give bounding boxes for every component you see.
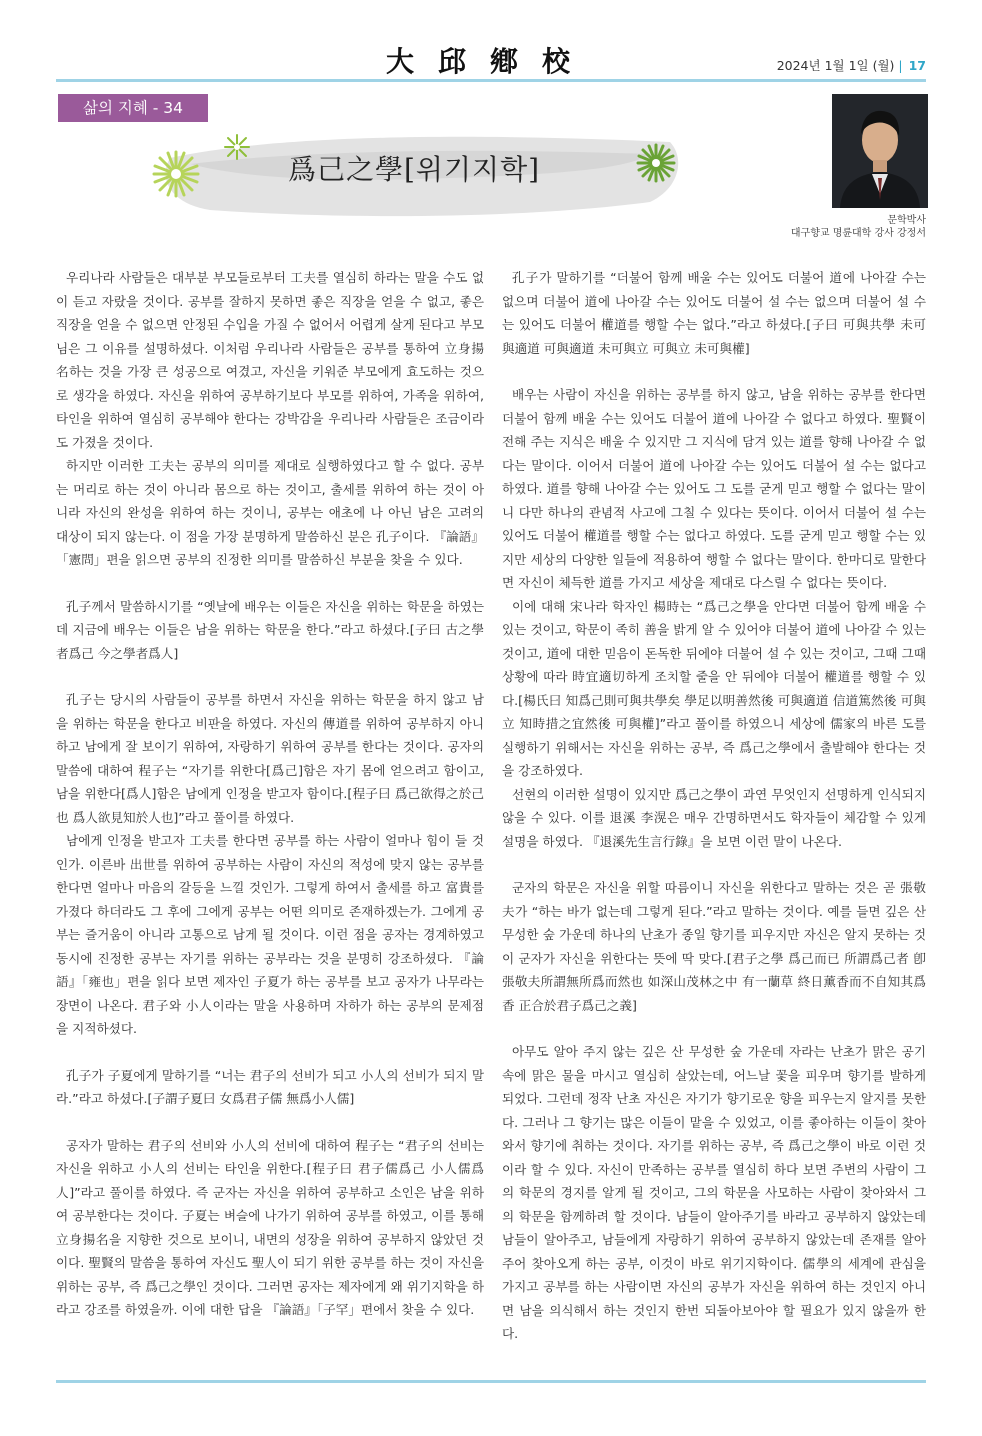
- paragraph: 孔子께서 말씀하시기를 “옛날에 배우는 이들은 자신을 위하는 학문을 하였는데 지금에 배우는 이들은 남을 위하는 학문을 한다.”라고 하셨다.[子曰 古之學者爲己 今之學者爲人]: [56, 598, 484, 661]
- paragraph: 孔子는 당시의 사람들이 공부를 하면서 자신을 위하는 학문을 하지 않고 남을 위하는 학문을 한다고 비판을 하였다. 자신의 傳道를 위하여 공부하지 아니하고 남에게 잘 보이기 위하여, 자랑하기 위하여 공부를 한다는 것이다. 공자의 말씀에 대하여 程子는 “자기를 위한다[爲己]함은 자기 몸에 얻으려고 함이고, 남을 위한다[爲人]함은 남에게 인정을 받고자 함이다.[程子曰 爲己欲得之於己也 爲人欲見知於人也]”라고 풀이를 하였다.: [56, 692, 484, 825]
- paragraph: 공자가 말하는 君子의 선비와 小人의 선비에 대하여 程子는 “君子의 선비는 자신을 위하고 小人의 선비는 타인을 위한다.[程子曰 君子儒爲己 小人儒爲人]”라고 풀이를 하였다. 즉 군자는 자신을 위하여 공부하고 소인은 남을 위하여 공부한다는 것이다. 子夏는 벼슬에 나가기 위하여 공부를 하였고, 이를 통해 立身揚名을 지향한 것으로 보이니, 내면의 성장을 위하여 공부하지 않았던 것이다. 聖賢의 말씀을 통하여 자신도 聖人이 되기 위한 공부를 하는 것이 자신을 위하는 공부, 즉 爲己之學인 것이다. 그러면 공자는 제자에게 왜 위기지학을 하라고 강조를 하였을까. 이에 대한 답을 『論語』「子罕」편에서 찾을 수 있다.: [56, 1137, 484, 1317]
- author-affiliation: 대구향교 명륜대학 강사 강정서: [790, 228, 926, 239]
- paragraph: 孔子가 子夏에게 말하기를 “너는 君子의 선비가 되고 小人의 선비가 되지 말라.”라고 하셨다.[子謂子夏曰 女爲君子儒 無爲小人儒]: [56, 1067, 484, 1106]
- footer-rule: [56, 1380, 926, 1383]
- paragraph: 군자의 학문은 자신을 위할 따름이니 자신을 위한다고 말하는 것은 곧 張敬夫가 “하는 바가 없는데 그렇게 된다.”라고 말하는 것이다. 예를 들면 깊은 산 무성한 숲 가운데 하나의 난초가 종일 향기를 피우지만 자신은 알지 못하는 것이 군자가 자신을 위한다는 뜻에 딱 맞다.[君子之學 爲己而已 所謂爲己者 卽張敬夫所謂無所爲而然也 如深山茂林之中 有一蘭草 終日薰香而不自知其爲香 正合於君子爲己之義]: [502, 880, 926, 1013]
- paragraph: 우리나라 사람들은 대부분 부모들로부터 工夫를 열심히 하라는 말을 수도 없이 듣고 자랐을 것이다. 공부를 잘하지 못하면 좋은 직장을 얻을 수 없고, 좋은 직장을 얻을 수 없으면 안정된 수입을 가질 수 없어서 어렵게 살게 된다고 부모님은 그 이유를 설명하셨다. 이처럼 우리나라 사람들은 공부를 통하여 立身揚名하는 것을 가장 큰 성공으로 여겼고, 자신을 키워준 부모에게 효도하는 것으로 생각을 하였다. 자신을 위하여 공부하기보다 부모를 위하여, 가족을 위하여, 타인을 위하여 열심히 공부해야 한다는 강박감을 우리나라 사람들은 조금이라도 가졌을 것이다.: [56, 270, 484, 450]
- paragraph: 하지만 이러한 工夫는 공부의 의미를 제대로 실행하였다고 할 수 없다. 공부는 머리로 하는 것이 아니라 몸으로 하는 것이고, 출세를 위하여 하는 것이 아니라 자신의 완성을 위하여 하는 것이니, 공부는 애초에 나 아닌 남은 고려의 대상이 되지 않는다. 이 점을 가장 분명하게 말씀하신 분은 孔子이다. 『論語』「憲問」편을 읽으면 공부의 진정한 의미를 말씀하신 부분을 찾을 수 있다.: [56, 458, 484, 567]
- paragraph: 아무도 알아 주지 않는 깊은 산 무성한 숲 가운데 자라는 난초가 맑은 공기 속에 맑은 물을 마시고 열심히 살았는데, 어느날 꽃을 피우며 향기를 발하게 되었다. 그런데 정작 난초 자신은 자기가 향기로운 향을 피우는지 알지를 못한다. 그러나 그 향기는 많은 이들이 맡을 수 있었고, 이를 좋아하는 이들이 찾아와서 향기에 취하는 것이다. 자기를 위하는 공부, 즉 爲己之學이 바로 이런 것이라 할 수 있다. 자신이 만족하는 공부를 열심히 하다 보면 주변의 사람이 그의 학문의 경지를 알게 될 것이고, 그의 학문을 사모하는 사람이 찾아와서 그의 학문을 함께하려 할 것이다. 남들이 알아주기를 바라고 공부하지 않았는데 남들이 알아주고, 남들에게 자랑하기 위하여 공부하지 않았는데 존재를 알아주어 찾아오게 하는 공부, 이것이 바로 위기지학이다. 儒學의 세계에 관심을 가지고 공부를 하는 사람이면 자신의 공부가 자신을 위하여 하는 것인지 아니면 남을 의식해서 하는 것인지 한번 되돌아보아야 할 필요가 있지 않을까 한다.: [502, 1044, 926, 1341]
- author-degree: 문학박사: [887, 215, 926, 226]
- header-rule: [56, 79, 926, 82]
- column-label: 삶의 지혜 - 34: [58, 94, 208, 122]
- page-number: 17: [908, 58, 926, 73]
- newspaper-masthead: 大邱鄕校: [385, 45, 594, 78]
- paragraph: 남에게 인정을 받고자 工夫를 한다면 공부를 하는 사람이 얼마나 힘이 들 것인가. 이른바 出世를 위하여 공부하는 사람이 자신의 적성에 맞지 않는 공부를 한다면 얼마나 마음의 갈등을 느낄 것인가. 그렇게 하여서 출세를 하고 富貴를 가졌다 하더라도 그 후에 그에게 공부는 어떤 의미로 존재하겠는가. 그에게 공부는 즐거움이 아니라 고통으로 남게 될 것이다. 이런 점을 공자는 경계하였고 동시에 진정한 공부는 자기를 위하는 공부라는 것을 분명히 강조하셨다. 『論語』「雍也」편을 읽다 보면 제자인 子夏가 하는 공부를 보고 공자가 나무라는 장면이 나온다. 君子와 小人이라는 말을 사용하며 자하가 하는 공부의 문제점을 지적하셨다.: [56, 833, 484, 1036]
- paragraph: 배우는 사람이 자신을 위하는 공부를 하지 않고, 남을 위하는 공부를 한다면 더불어 함께 배울 수는 있어도 더불어 道에 나아갈 수 없다고 하였다. 聖賢이 전해 주는 지식은 배울 수 있지만 그 지식에 담겨 있는 道를 향해 나아갈 수 없다는 말이다. 이어서 더불어 道에 나아갈 수는 있어도 더불어 설 수는 없다고 하였다. 道를 향해 나아갈 수는 있어도 그 도를 굳게 믿고 행할 수 없다는 말이니 다만 하나의 관념적 사고에 그칠 수 있다는 뜻이다. 이어서 더불어 설 수는 있어도 더불어 權道를 행할 수는 없다고 하였다. 도를 굳게 믿고 행할 수는 있지만 세상의 다양한 일들에 적용하여 행할 수 없다는 말이다. 한마디로 말한다면 자신이 체득한 道를 가지고 세상을 제대로 다스릴 수 없다는 뜻이다.: [502, 387, 926, 590]
- flower-icon: [636, 143, 676, 183]
- flower-icon: [152, 150, 200, 198]
- issue-date: 2024년 1월 1일 (월): [776, 58, 895, 73]
- issue-dateline: [777, 56, 926, 74]
- paragraph: 이에 대해 宋나라 학자인 楊時는 “爲己之學을 안다면 더불어 함께 배울 수 있는 것이고, 학문이 족히 善을 밝게 알 수 있어야 더불어 道에 나아갈 수 있는 것이고, 道에 대한 믿음이 돈독한 뒤에야 더불어 설 수 있는 것이고, 그때 그때 상황에 따라 時宜適切하게 조치할 줄을 안 뒤에야 더불어 權道를 행할 수 있다.[楊氏曰 知爲己則可與共學矣 學足以明善然後 可與適道 信道篤然後 可與立 知時措之宜然後 可與權]”라고 풀이를 하였으니 세상에 儒家의 바른 도를 실행하기 위해서는 자신을 위하는 공부, 즉 爲己之學에서 출발해야 한다는 것을 강조하였다.: [502, 598, 926, 778]
- article-left-column: [56, 266, 484, 1322]
- author-photo: [832, 94, 928, 208]
- paragraph: 선현의 이러한 설명이 있지만 爲己之學이 과연 무엇인지 선명하게 인식되지 않을 수 있다. 이를 退溪 李滉은 매우 간명하면서도 학자들이 체감할 수 있게 설명을 하였다. 『退溪先生言行錄』을 보면 이런 말이 나온다.: [502, 786, 926, 849]
- article-title: 爲己之學[위기지학]: [288, 153, 541, 186]
- paragraph: 孔子가 말하기를 “더불어 함께 배울 수는 있어도 더불어 道에 나아갈 수는 없으며 더불어 道에 나아갈 수는 있어도 더불어 설 수는 없으며 더불어 설 수는 있어도 더불어 權道를 행할 수는 없다.”라고 하셨다.[子曰 可與共學 未可與適道 可與適道 未可與立 可與立 未可與權]: [502, 270, 926, 356]
- flower-icon: [224, 134, 250, 160]
- separator: |: [898, 58, 903, 73]
- author-byline: [791, 214, 926, 240]
- article-right-column: [502, 266, 926, 1346]
